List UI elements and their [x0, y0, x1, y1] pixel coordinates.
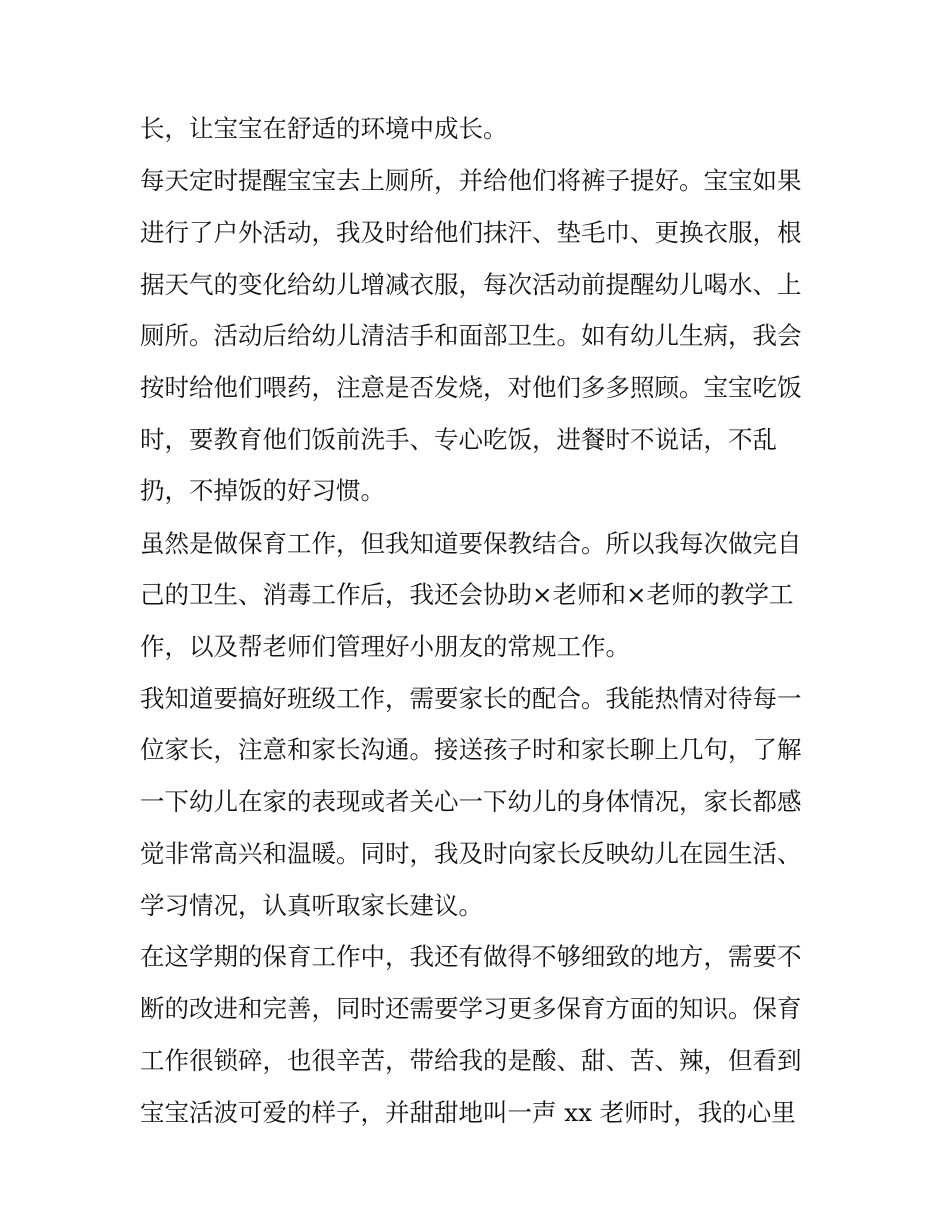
text-line: 厕所。活动后给幼儿清洁手和面部卫生。如有幼儿生病，我会	[140, 321, 802, 350]
text-line: 己的卫生、消毒工作后，我还会协助×老师和×老师的教学工	[140, 580, 794, 609]
text-line: 我知道要搞好班级工作，需要家长的配合。我能热情对待每一	[140, 684, 802, 713]
text-line: 觉非常高兴和温暖。同时，我及时向家长反映幼儿在园生活、	[140, 839, 802, 868]
text-line: 宝宝活波可爱的样子，并甜甜地叫一声 xx 老师时，我的心里	[140, 1098, 796, 1127]
text-line: 位家长，注意和家长沟通。接送孩子时和家长聊上几句，了解	[140, 735, 802, 764]
text-line: 学习情况，认真听取家长建议。	[140, 891, 483, 920]
text-line: 时，要教育他们饭前洗手、专心吃饭，进餐时不说话，不乱	[140, 425, 777, 454]
text-line: 每天定时提醒宝宝去上厕所，并给他们将裤子提好。宝宝如果	[140, 166, 802, 195]
text-line: 工作很锁碎，也很辛苦，带给我的是酸、甜、苦、辣，但看到	[140, 1046, 802, 1075]
text-line: 断的改进和完善，同时还需要学习更多保育方面的知识。保育	[140, 994, 802, 1023]
text-line: 作，以及帮老师们管理好小朋友的常规工作。	[140, 632, 630, 661]
text-line: 扔，不掉饭的好习惯。	[140, 476, 385, 505]
text-line: 一下幼儿在家的表现或者关心一下幼儿的身体情况，家长都感	[140, 787, 802, 816]
text-line: 按时给他们喂药，注意是否发烧，对他们多多照顾。宝宝吃饭	[140, 373, 802, 402]
text-line: 虽然是做保育工作，但我知道要保教结合。所以我每次做完自	[140, 529, 802, 558]
text-line: 长，让宝宝在舒适的环境中成长。	[140, 114, 508, 143]
text-line: 进行了户外活动，我及时给他们抹汗、垫毛巾、更换衣服，根	[140, 218, 802, 247]
text-line: 据天气的变化给幼儿增减衣服，每次活动前提醒幼儿喝水、上	[140, 270, 802, 299]
text-line: 在这学期的保育工作中，我还有做得不够细致的地方，需要不	[140, 942, 802, 971]
